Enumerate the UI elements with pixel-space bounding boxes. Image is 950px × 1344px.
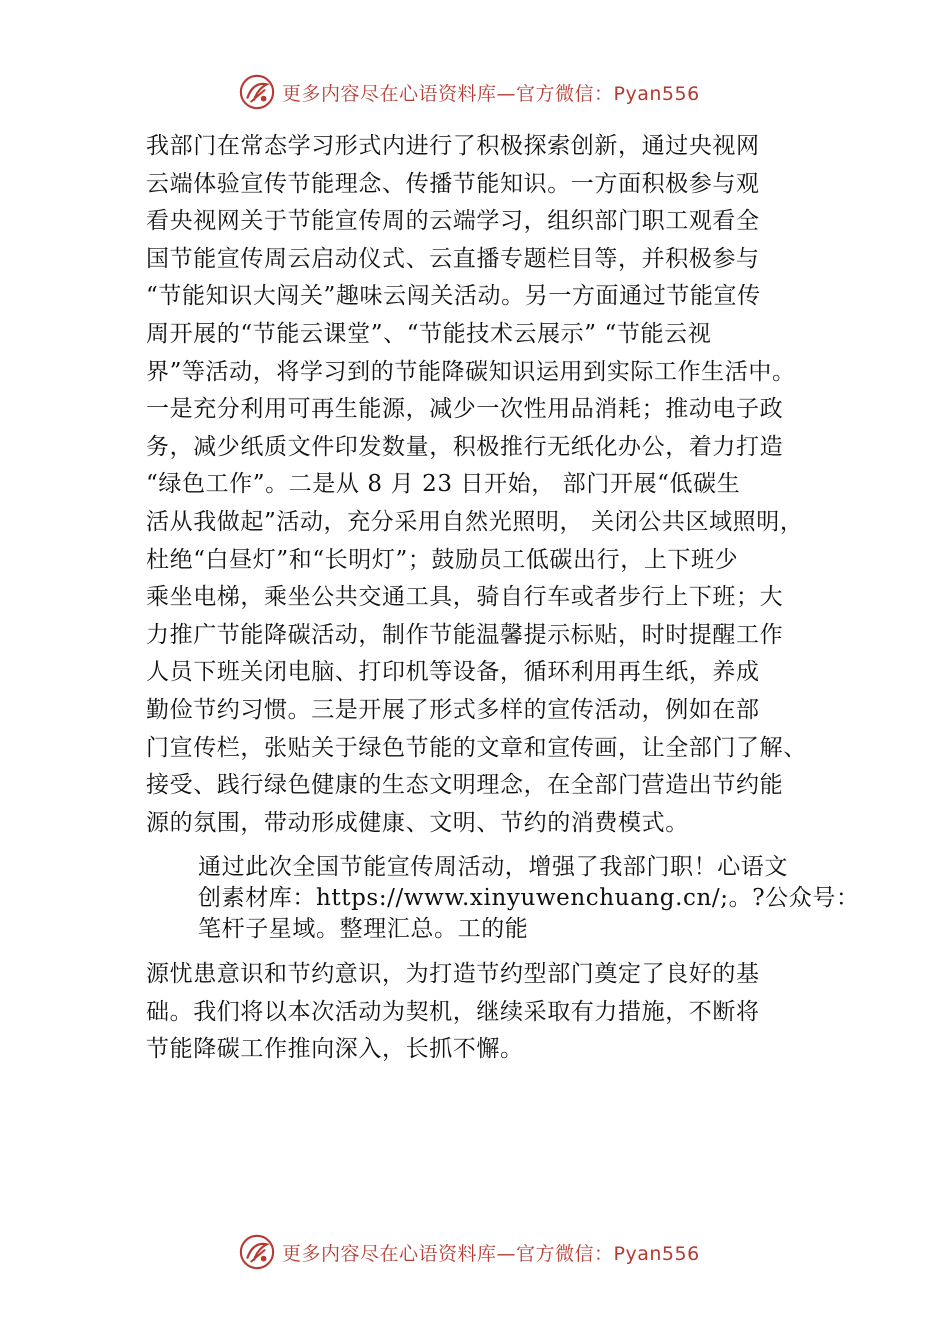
footer-banner-text: 更多内容尽在心语资料库—官方微信：Pyan556 [282,1242,700,1265]
text-line: 乘坐电梯，乘坐公共交通工具，骑自行车或者步行上下班；大 [146,584,784,611]
footer-banner [238,1232,758,1272]
header-banner-text: 更多内容尽在心语资料库—官方微信：Pyan556 [282,82,700,105]
text-line: 节能降碳工作推向深入，长抓不懈。 [146,1036,524,1063]
text-line: 通过此次全国节能宣传周活动，增强了我部门职！心语文 [198,854,788,880]
text-line: 云端体验宣传节能理念、传播节能知识。一方面积极参与观 [146,170,760,197]
text-line: 务，减少纸质文件印发数量，积极推行无纸化办公，着力打造 [146,433,784,460]
text-line: 杜绝“白昼灯”和“长明灯”；鼓励员工低碳出行，上下班少 [146,546,739,573]
text-line: 周开展的“节能云课堂”、“节能技术云展示” “节能云视 [146,320,712,347]
text-line: 接受、践行绿色健康的生态文明理念，在全部门营造出节约能 [146,772,784,799]
text-line: 力推广节能降碳活动，制作节能温馨提示标贴，时时提醒工作 [146,621,784,648]
text-line: 创素材库：https://www.xinyuwenchuang.cn/;。?公众号： [198,885,860,911]
brand-logo-icon [238,73,276,111]
closing-paragraph [146,956,866,1069]
brand-logo-icon [238,1233,276,1271]
text-line: 活从我做起”活动，充分采用自然光照明， 关闭公共区域照明， [146,508,804,535]
main-paragraph [146,128,866,842]
text-line: 人员下班关闭电脑、打印机等设备，循环利用再生纸，养成 [146,659,760,686]
indented-paragraph [198,852,878,945]
text-line: 我部门在常态学习形式内进行了积极探索创新，通过央视网 [146,133,760,159]
text-line: 门宣传栏，张贴关于绿色节能的文章和宣传画，让全部门了解、 [146,734,807,761]
text-line: 源忧患意识和节约意识，为打造节约型部门奠定了良好的基 [146,961,760,987]
text-line: “绿色工作”。二是从 8 月 23 日开始， 部门开展“低碳生 [146,471,741,498]
text-line: 界”等活动，将学习到的节能降碳知识运用到实际工作生活中。 [146,358,796,385]
text-line: 源的氛围，带动形成健康、文明、节约的消费模式。 [146,809,689,836]
text-line: 勤俭节约习惯。三是开展了形式多样的宣传活动，例如在部 [146,696,760,723]
text-line: 一是充分利用可再生能源，减少一次性用品消耗；推动电子政 [146,396,784,423]
text-line: 国节能宣传周云启动仪式、云直播专题栏目等，并积极参与 [146,245,760,272]
text-line: 笔杆子星域。整理汇总。工的能 [198,916,529,942]
header-banner [238,72,758,112]
text-line: 看央视网关于节能宣传周的云端学习，组织部门职工观看全 [146,208,760,235]
text-line: “节能知识大闯关”趣味云闯关活动。另一方面通过节能宣传 [146,283,761,310]
text-line: 础。我们将以本次活动为契机，继续采取有力措施，不断将 [146,998,760,1025]
